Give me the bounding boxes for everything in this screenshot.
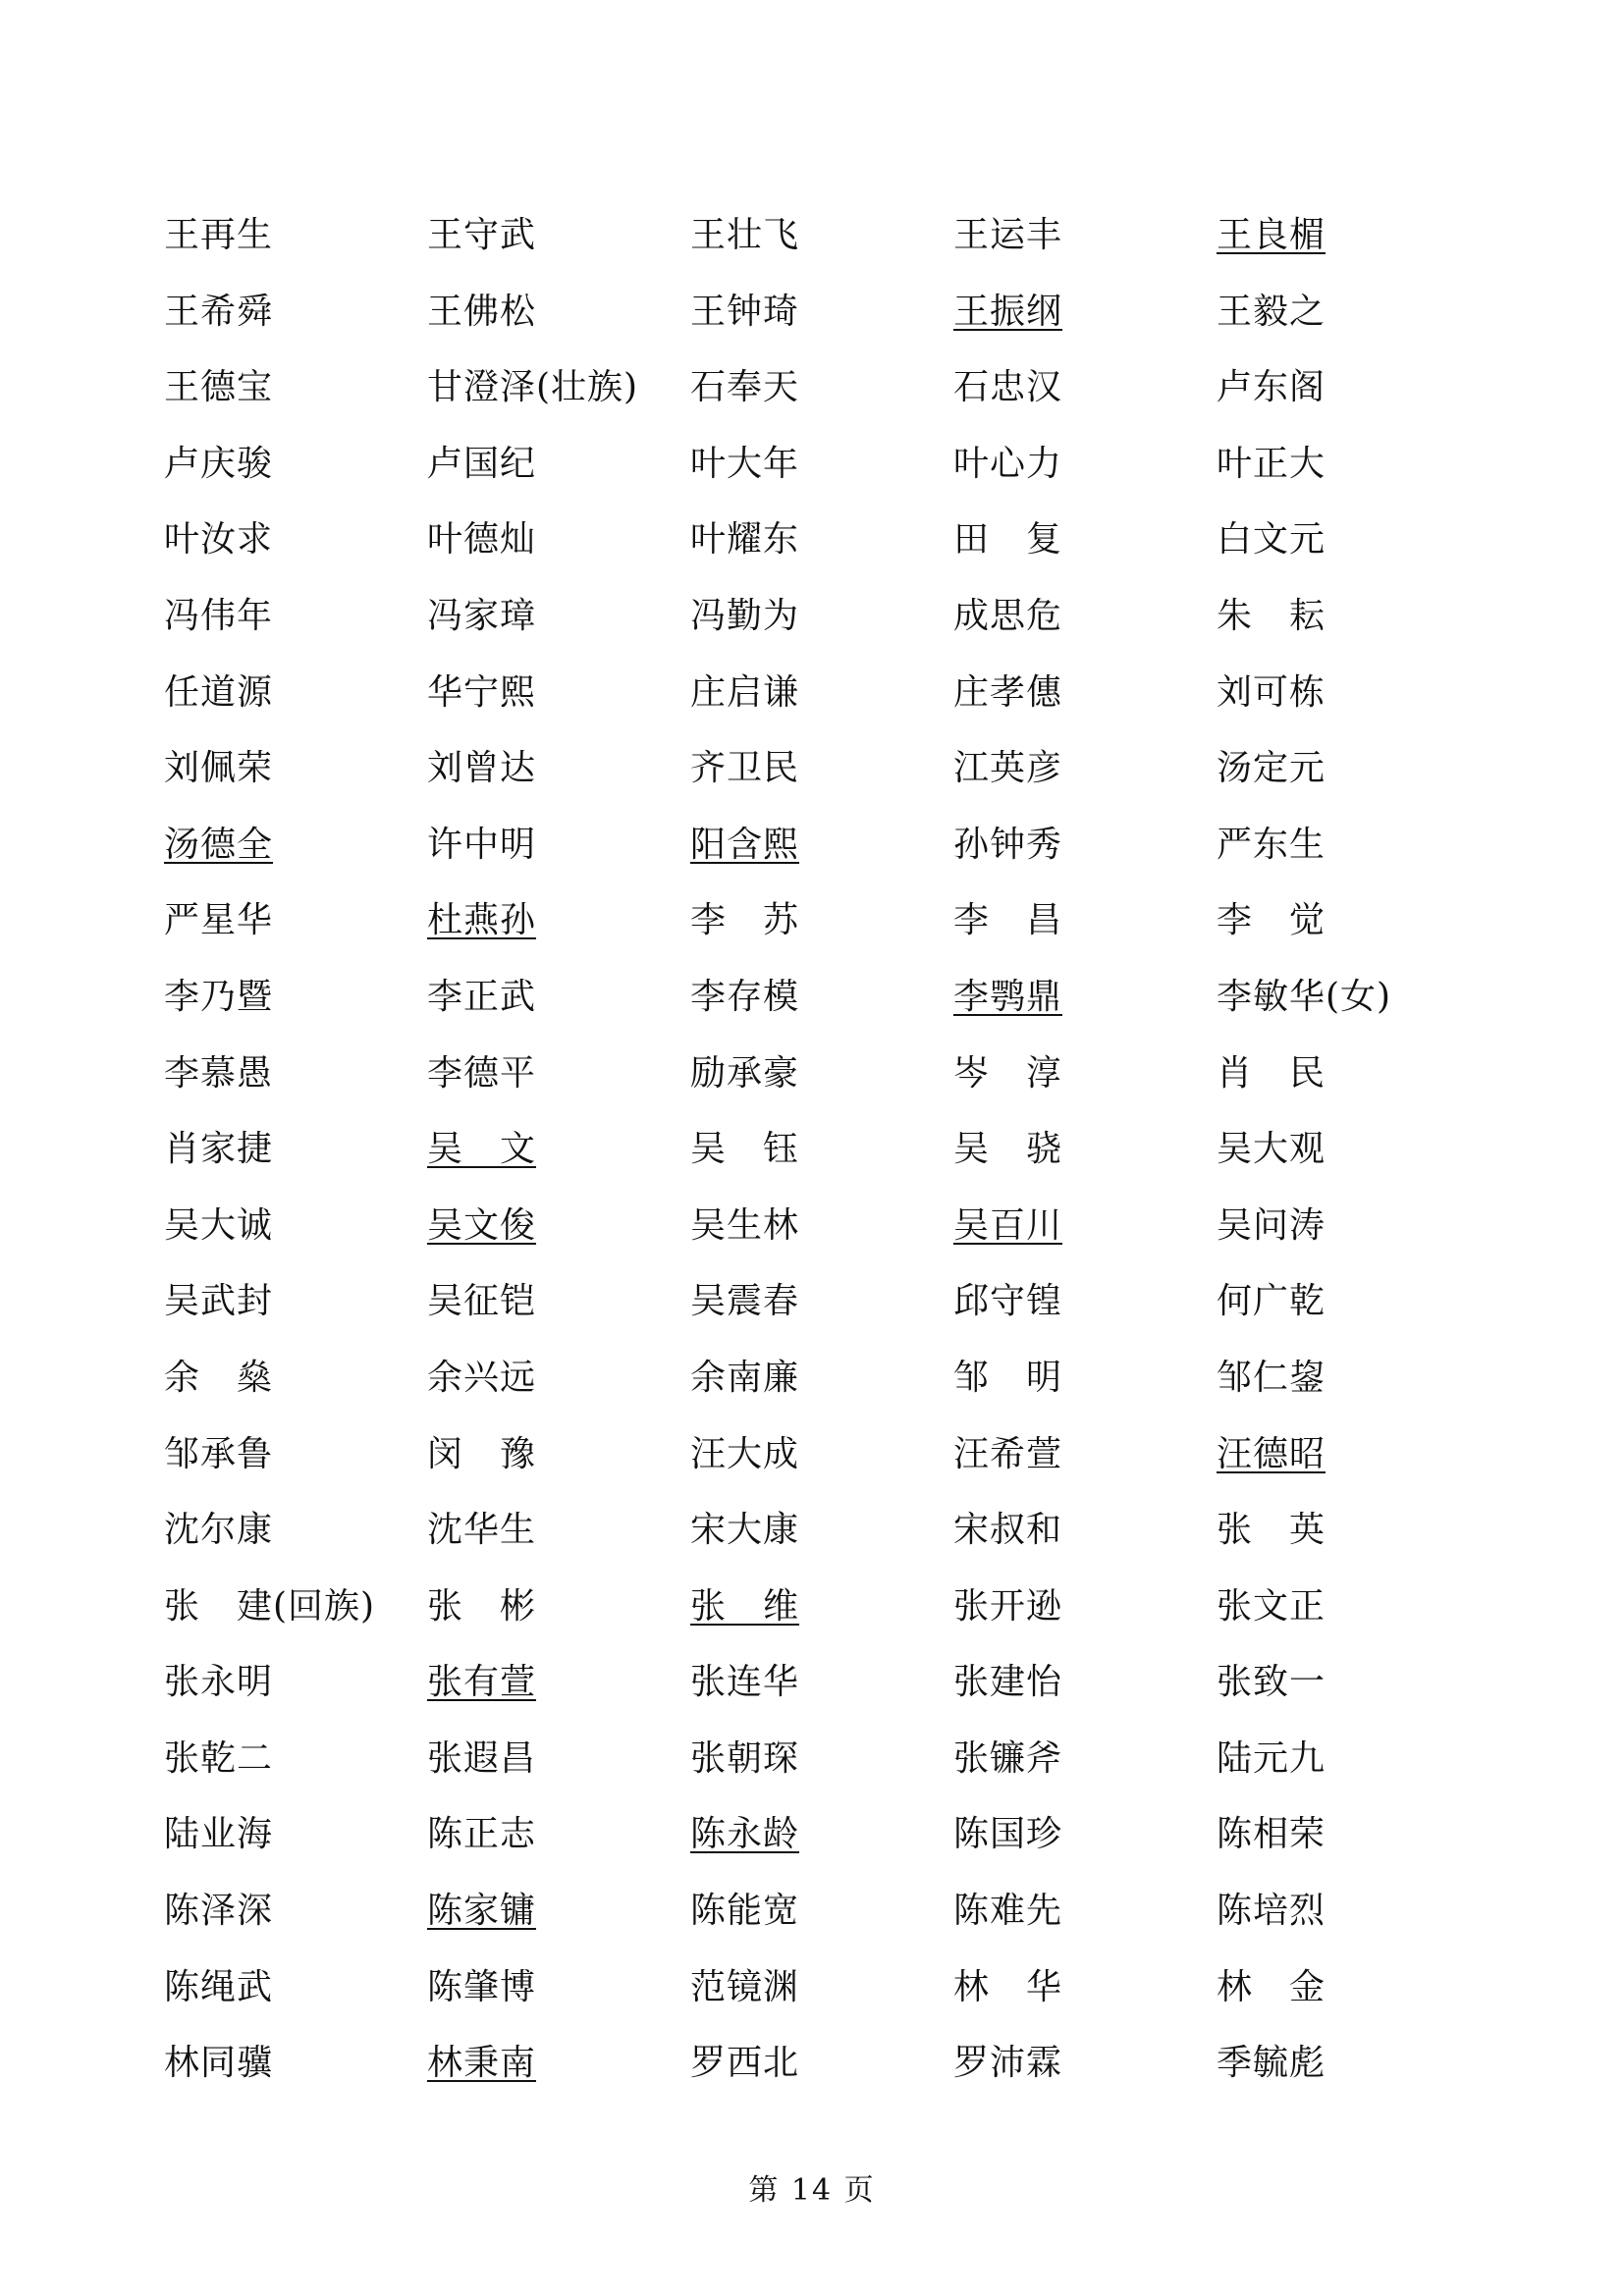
name-text: 江英彦	[953, 748, 1063, 789]
name-text: 宋叔和	[953, 1510, 1063, 1551]
name-entry	[1217, 1120, 1480, 1197]
name-text: 刘曾达	[427, 748, 537, 789]
name-entry	[1217, 1425, 1480, 1502]
name-text: 陈国珍	[953, 1814, 1063, 1855]
name-text: 卢国纪	[427, 443, 537, 484]
name-text: 杜燕孙	[427, 900, 537, 941]
name-text: 余 燊	[164, 1357, 274, 1398]
name-text: 吴大观	[1217, 1129, 1326, 1170]
name-entry	[953, 587, 1217, 664]
name-text: 朱 耘	[1217, 595, 1326, 636]
name-entry	[427, 1197, 690, 1273]
name-text: 张有萱	[427, 1662, 537, 1703]
name-entry	[953, 1730, 1217, 1806]
name-text: 甘澄泽(壮族)	[427, 367, 639, 408]
name-text: 王钟琦	[690, 291, 800, 332]
name-entry	[690, 739, 953, 816]
name-text: 李存模	[690, 976, 800, 1017]
name-entry	[1217, 816, 1480, 892]
name-entry	[1217, 358, 1480, 435]
name-text: 王佛松	[427, 291, 537, 332]
name-entry	[164, 816, 427, 892]
name-text: 林同骥	[164, 2043, 274, 2084]
name-entry	[1217, 891, 1480, 968]
name-text: 卢庆骏	[164, 443, 274, 484]
name-entry	[427, 1805, 690, 1882]
name-text: 肖 民	[1217, 1052, 1326, 1094]
name-text: 叶心力	[953, 443, 1063, 484]
name-text: 张文正	[1217, 1585, 1326, 1627]
name-entry	[690, 358, 953, 435]
name-text: 李德平	[427, 1052, 537, 1094]
name-text: 王希舜	[164, 291, 274, 332]
name-entry	[1217, 510, 1480, 587]
name-text: 汪德昭	[1217, 1433, 1326, 1474]
name-text: 陆元九	[1217, 1737, 1326, 1779]
name-text: 罗西北	[690, 2043, 800, 2084]
name-text: 吴百川	[953, 1204, 1063, 1246]
name-text: 张 彬	[427, 1585, 537, 1627]
name-entry	[164, 283, 427, 359]
name-entry	[1217, 206, 1480, 283]
name-text: 吴大诚	[164, 1204, 274, 1246]
name-text: 李慕愚	[164, 1052, 274, 1094]
name-entry	[953, 1577, 1217, 1654]
name-entry	[690, 283, 953, 359]
name-text: 李正武	[427, 976, 537, 1017]
name-text: 吴生林	[690, 1204, 800, 1246]
name-entry	[1217, 1272, 1480, 1349]
name-entry	[164, 1653, 427, 1730]
name-text: 叶正大	[1217, 443, 1326, 484]
name-entry	[427, 1272, 690, 1349]
name-text: 王守武	[427, 215, 537, 255]
name-entry	[164, 2034, 427, 2110]
name-entry	[953, 283, 1217, 359]
name-text: 齐卫民	[690, 748, 800, 789]
name-entry	[164, 1730, 427, 1806]
name-entry	[164, 664, 427, 740]
name-entry	[953, 1272, 1217, 1349]
name-text: 林 华	[953, 1966, 1063, 2007]
name-text: 宋大康	[690, 1510, 800, 1551]
name-entry	[690, 664, 953, 740]
name-text: 闵 豫	[427, 1433, 537, 1474]
name-entry	[953, 206, 1217, 283]
name-text: 庄孝僡	[953, 671, 1063, 713]
name-entry	[427, 435, 690, 511]
name-text: 林 金	[1217, 1966, 1326, 2007]
name-entry	[690, 891, 953, 968]
name-text: 李乃暨	[164, 976, 274, 1017]
name-entry	[164, 358, 427, 435]
name-text: 王运丰	[953, 215, 1063, 255]
name-entry	[953, 358, 1217, 435]
name-text: 林秉南	[427, 2043, 537, 2084]
name-entry	[164, 1120, 427, 1197]
name-text: 张永明	[164, 1662, 274, 1703]
name-entry	[427, 1577, 690, 1654]
name-entry	[1217, 664, 1480, 740]
name-entry	[953, 435, 1217, 511]
name-entry	[164, 587, 427, 664]
name-text: 吴征铠	[427, 1281, 537, 1322]
name-text: 冯勤为	[690, 595, 800, 636]
name-entry	[690, 1501, 953, 1577]
name-text: 严星华	[164, 900, 274, 941]
name-entry	[1217, 968, 1480, 1044]
name-entry	[1217, 1653, 1480, 1730]
name-text: 叶大年	[690, 443, 800, 484]
name-entry	[953, 664, 1217, 740]
name-entry	[427, 1349, 690, 1425]
name-text: 卢东阁	[1217, 367, 1326, 408]
name-text: 严东生	[1217, 824, 1326, 865]
name-entry	[427, 816, 690, 892]
name-text: 李 苏	[690, 900, 800, 941]
name-text: 王毅之	[1217, 291, 1326, 332]
name-text: 汪大成	[690, 1433, 800, 1474]
name-text: 叶德灿	[427, 519, 537, 561]
name-entry	[690, 587, 953, 664]
name-text: 邹仁鋆	[1217, 1357, 1326, 1398]
name-text: 罗沛霖	[953, 2043, 1063, 2084]
name-text: 王再生	[164, 215, 274, 255]
name-entry	[1217, 739, 1480, 816]
name-text: 吴武封	[164, 1281, 274, 1322]
name-entry	[690, 1730, 953, 1806]
name-entry	[1217, 1349, 1480, 1425]
name-entry	[427, 510, 690, 587]
name-entry	[427, 587, 690, 664]
name-entry	[690, 1577, 953, 1654]
name-entry	[953, 1805, 1217, 1882]
name-text: 张开逊	[953, 1585, 1063, 1627]
name-entry	[164, 1882, 427, 1958]
name-text: 汪希萱	[953, 1433, 1063, 1474]
name-text: 汤定元	[1217, 748, 1326, 789]
name-entry	[953, 968, 1217, 1044]
name-text: 张连华	[690, 1662, 800, 1703]
name-text: 沈尔康	[164, 1510, 274, 1551]
name-entry	[164, 968, 427, 1044]
name-text: 沈华生	[427, 1510, 537, 1551]
name-entry	[427, 2034, 690, 2110]
name-entry	[690, 1958, 953, 2035]
name-text: 陈绳武	[164, 1966, 274, 2007]
name-text: 张 英	[1217, 1510, 1326, 1551]
name-text: 张 维	[690, 1585, 800, 1627]
name-text: 张建怡	[953, 1662, 1063, 1703]
name-entry	[690, 1044, 953, 1121]
name-entry	[690, 2034, 953, 2110]
name-text: 张乾二	[164, 1737, 274, 1779]
name-entry	[164, 1197, 427, 1273]
name-entry	[953, 1349, 1217, 1425]
name-entry	[1217, 1805, 1480, 1882]
name-text: 吴 钰	[690, 1129, 800, 1170]
name-entry	[953, 1882, 1217, 1958]
name-entry	[427, 206, 690, 283]
name-entry	[953, 1653, 1217, 1730]
name-text: 何广乾	[1217, 1281, 1326, 1322]
name-entry	[690, 1120, 953, 1197]
name-text: 冯伟年	[164, 595, 274, 636]
name-entry	[427, 664, 690, 740]
name-text: 吴震春	[690, 1281, 800, 1322]
name-text: 张朝琛	[690, 1737, 800, 1779]
name-entry	[164, 206, 427, 283]
name-entry	[164, 1272, 427, 1349]
name-entry	[1217, 435, 1480, 511]
name-text: 吴文俊	[427, 1204, 537, 1246]
name-text: 叶汝求	[164, 519, 274, 561]
name-text: 成思危	[953, 595, 1063, 636]
name-text: 陈永龄	[690, 1814, 800, 1855]
name-entry	[690, 435, 953, 511]
name-text: 邹承鲁	[164, 1433, 274, 1474]
name-text: 张 建(回族)	[164, 1585, 376, 1627]
name-entry	[953, 510, 1217, 587]
name-text: 陆业海	[164, 1814, 274, 1855]
name-entry	[164, 1425, 427, 1502]
name-text: 刘可栋	[1217, 671, 1326, 713]
name-text: 陈泽深	[164, 1891, 274, 1932]
name-entry	[953, 1501, 1217, 1577]
name-text: 叶耀东	[690, 519, 800, 561]
name-text: 石奉天	[690, 367, 800, 408]
name-text: 余兴远	[427, 1357, 537, 1398]
name-entry	[1217, 587, 1480, 664]
name-entry	[953, 1120, 1217, 1197]
name-entry	[690, 1425, 953, 1502]
name-entry	[164, 1958, 427, 2035]
name-text: 张遐昌	[427, 1737, 537, 1779]
name-entry	[690, 816, 953, 892]
name-text: 李 昌	[953, 900, 1063, 941]
name-entry	[164, 1349, 427, 1425]
name-entry	[690, 968, 953, 1044]
name-text: 余南廉	[690, 1357, 800, 1398]
name-text: 白文元	[1217, 519, 1326, 561]
name-text: 岑 淳	[953, 1052, 1063, 1094]
name-entry	[164, 1805, 427, 1882]
name-text: 田 复	[953, 519, 1063, 561]
name-text: 吴 文	[427, 1129, 537, 1170]
name-text: 吴 骁	[953, 1129, 1063, 1170]
name-text: 王良楣	[1217, 215, 1326, 255]
name-text: 陈相荣	[1217, 1814, 1326, 1855]
name-text: 王振纲	[953, 291, 1063, 332]
name-entry	[164, 1501, 427, 1577]
name-entry	[953, 891, 1217, 968]
name-entry	[427, 1425, 690, 1502]
name-text: 刘佩荣	[164, 748, 274, 789]
name-entry	[690, 1882, 953, 1958]
name-text: 陈培烈	[1217, 1891, 1326, 1932]
name-entry	[1217, 1730, 1480, 1806]
name-entry	[427, 283, 690, 359]
name-entry	[953, 1197, 1217, 1273]
name-entry	[164, 891, 427, 968]
name-text: 邱守锽	[953, 1281, 1063, 1322]
name-entry	[953, 1044, 1217, 1121]
name-entry	[1217, 1958, 1480, 2035]
name-text: 李敏华(女)	[1217, 976, 1392, 1017]
name-entry	[1217, 2034, 1480, 2110]
name-entry	[427, 1044, 690, 1121]
name-entry	[953, 1425, 1217, 1502]
name-entry	[690, 206, 953, 283]
name-text: 陈难先	[953, 1891, 1063, 1932]
name-entry	[427, 358, 690, 435]
name-text: 陈肇博	[427, 1966, 537, 2007]
name-entry	[953, 816, 1217, 892]
name-text: 任道源	[164, 671, 274, 713]
name-text: 王德宝	[164, 367, 274, 408]
name-text: 石忠汉	[953, 367, 1063, 408]
name-entry	[164, 739, 427, 816]
name-text: 陈家镛	[427, 1891, 537, 1932]
name-entry	[164, 510, 427, 587]
name-entry	[427, 891, 690, 968]
name-list	[164, 206, 1539, 2110]
name-entry	[427, 1882, 690, 1958]
name-text: 许中明	[427, 824, 537, 865]
name-entry	[1217, 283, 1480, 359]
name-entry	[690, 1653, 953, 1730]
name-entry	[427, 1501, 690, 1577]
name-entry	[690, 1197, 953, 1273]
name-entry	[953, 1958, 1217, 2035]
name-text: 庄启谦	[690, 671, 800, 713]
name-text: 邹 明	[953, 1357, 1063, 1398]
name-text: 范镜渊	[690, 1966, 800, 2007]
name-entry	[690, 1349, 953, 1425]
name-text: 张镰斧	[953, 1737, 1063, 1779]
name-entry	[427, 1958, 690, 2035]
name-entry	[1217, 1882, 1480, 1958]
name-entry	[953, 739, 1217, 816]
name-entry	[1217, 1044, 1480, 1121]
name-entry	[1217, 1501, 1480, 1577]
name-entry	[427, 1653, 690, 1730]
name-text: 李 觉	[1217, 900, 1326, 941]
name-entry	[427, 1120, 690, 1197]
name-text: 阳含熙	[690, 824, 800, 865]
name-text: 孙钟秀	[953, 824, 1063, 865]
name-entry	[427, 1730, 690, 1806]
name-text: 汤德全	[164, 824, 274, 865]
name-text: 华宁熙	[427, 671, 537, 713]
name-entry	[953, 2034, 1217, 2110]
name-text: 李鹗鼎	[953, 976, 1063, 1017]
name-entry	[690, 1805, 953, 1882]
name-text: 励承豪	[690, 1052, 800, 1094]
page-number: 第 14 页	[748, 2173, 876, 2208]
name-entry	[690, 510, 953, 587]
name-entry	[164, 1577, 427, 1654]
name-text: 吴问涛	[1217, 1204, 1326, 1246]
name-text: 肖家捷	[164, 1129, 274, 1170]
name-entry	[164, 1044, 427, 1121]
name-entry	[1217, 1197, 1480, 1273]
name-text: 季毓彪	[1217, 2043, 1326, 2084]
name-text: 冯家璋	[427, 595, 537, 636]
name-entry	[427, 739, 690, 816]
name-entry	[1217, 1577, 1480, 1654]
name-text: 王壮飞	[690, 215, 800, 255]
name-text: 张致一	[1217, 1662, 1326, 1703]
name-entry	[427, 968, 690, 1044]
name-entry	[164, 435, 427, 511]
name-entry	[690, 1272, 953, 1349]
name-text: 陈能宽	[690, 1891, 800, 1932]
name-text: 陈正志	[427, 1814, 537, 1855]
